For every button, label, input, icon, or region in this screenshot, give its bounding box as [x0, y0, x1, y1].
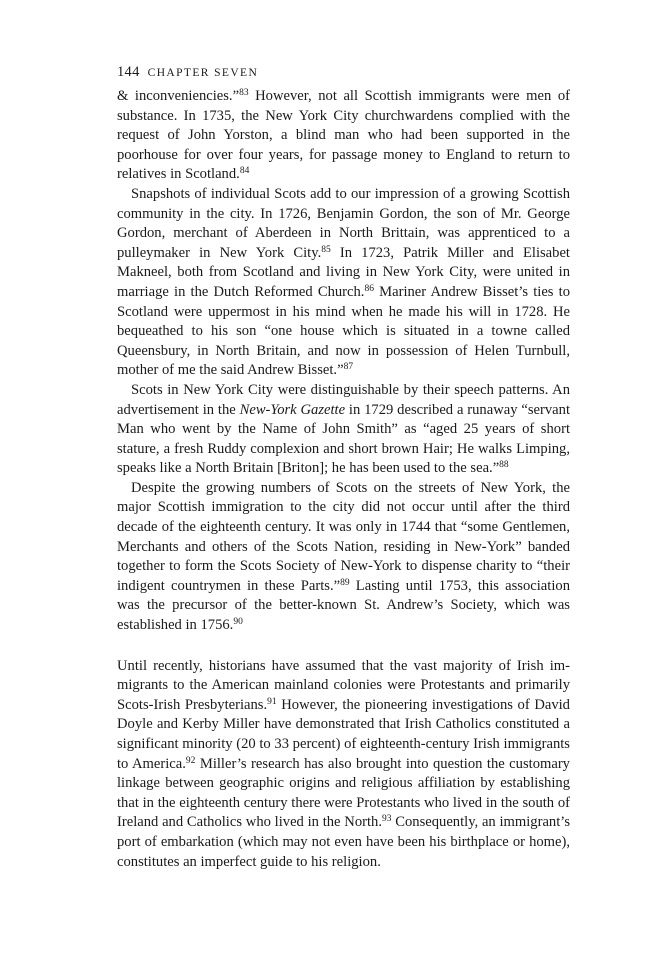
text-run: However, not all Scottish immigrants were men of substance. In 1735, the New York City churchwardens complied with the request of John Yorston, a blind man who had been supported in the poorhouse for over four years, for passage money to England to return to relatives in Scotland. — [117, 88, 570, 183]
text-run: However, the pioneering investigations of David Doyle and Kerby Miller have demonstrated that Irish Catholics constituted a significant minority (20 to 33 percent) of eighteenth-century Irish immigrants to America. — [117, 696, 570, 772]
footnote-ref: 87 — [343, 362, 354, 373]
text-run: Mariner Andrew Bisset’s ties to Scotland were uppermost in his mind when he made his will in 1728. He bequeathed to his son “one house which is situated in a towne called Queensbury, in North Britain, and now in possession of Helen Turnbull, mother of me the said Andrew Bisset.” — [117, 283, 571, 379]
footnote-ref: 89 — [340, 577, 350, 588]
footnote-ref: 88 — [499, 460, 509, 471]
text-run: In 1723, Patrik Miller and Elisabet Makneel, both from Scotland and living in New York City, were united in marriage in the Dutch Reformed Church. — [117, 244, 570, 300]
footnote-ref: 84 — [239, 166, 250, 177]
text-run: Miller’s research has also brought into question the customary linkage between geographic origins and religious affiliation by establishing that in the eighteenth century there were Protestants who lived in the south of Ireland and Catholics who lived in the North. — [117, 755, 570, 831]
text-run: Snapshots of individual Scots add to our impression of a growing Scottish community in the city. In 1726, Benjamin Gordon, the son of Mr. George Gordon, merchant of Aberdeen in North Brittain, was apprenticed to a pulleymaker in New York City. — [117, 185, 570, 261]
footnote-ref: 83 — [239, 88, 249, 98]
footnote-ref: 86 — [364, 283, 374, 294]
paragraph-irish-immigrants — [117, 657, 570, 873]
page-number: 144 — [117, 64, 140, 80]
text-run: Consequently, an immigrant’s port of embarkation (which may not even have been his birthplace or home), constitutes an imperfect guide to his religion. — [117, 814, 571, 870]
chapter-title: CHAPTER SEVEN — [147, 67, 259, 79]
text-run: Lasting until 1753, this association was the precursor of the better-known St. Andrew’s Society, which was established in 1756. — [117, 577, 570, 634]
footnote-ref: 93 — [381, 814, 392, 825]
footnote-ref: 91 — [267, 696, 277, 707]
text-run: Despite the growing numbers of Scots on the streets of New York, the major Scottish immigration to the city did not occur until after the third decade of the eighteenth century. It was only in 1744 that “some Gentlemen, Merchants and others of the Scots Nation, residing in New-York” banded together to form the Scots Society of New-York to dispense charity to “their indigent countrymen in these Parts.” — [117, 479, 570, 594]
paragraph-scot-snapshots — [117, 185, 570, 381]
paragraph-scots-society — [117, 479, 570, 636]
paragraph-continuation — [117, 87, 570, 185]
running-head — [117, 62, 570, 83]
footnote-ref: 92 — [185, 755, 196, 766]
text-run: Scots in New York City were distinguishable by their speech patterns. An advertisement in the — [117, 381, 570, 418]
text-run: Until recently, historians have assumed that the vast majority of Irish immigrants to the American mainland colonies were Protestants and primarily Scots-Irish Presbyterians. — [117, 657, 570, 713]
footnote-ref: 85 — [321, 244, 331, 255]
text-run: & inconveniencies.” — [117, 88, 240, 104]
paragraph-speech-patterns — [117, 381, 570, 479]
text-run: in 1729 described a runaway “servant Man who went by the Name of John Smith” as “aged 25 years of short stature, a fresh Ruddy complexion and short brown Hair; He walks Limping, speaks like a North Britain [Briton]; he has been used to the sea.” — [117, 401, 570, 477]
italic-title: New-York Gazette — [239, 401, 346, 418]
footnote-ref: 90 — [233, 617, 243, 628]
